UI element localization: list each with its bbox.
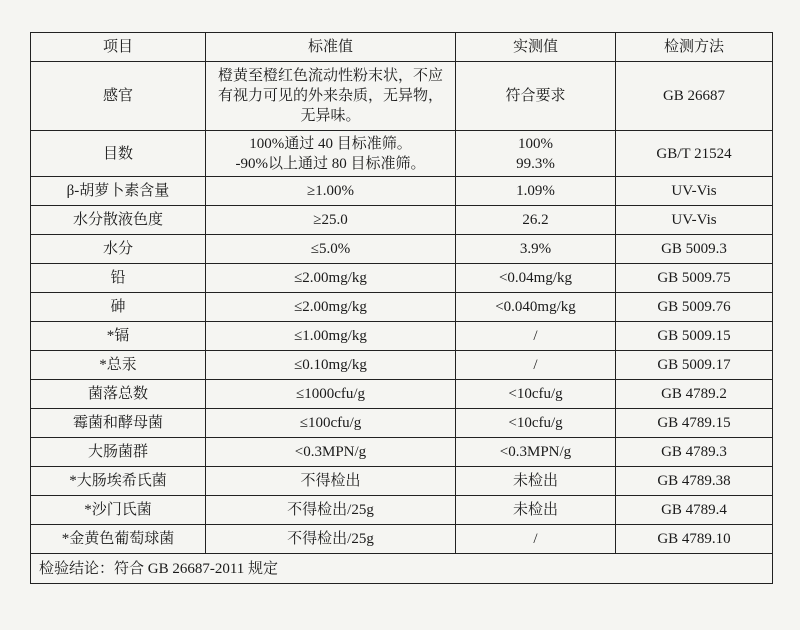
standard-line: 有视力可见的外来杂质，无异物， [217,88,443,104]
standard-line: 不得检出/25g [287,502,374,518]
standard-line: ≤2.00mg/kg [294,270,367,286]
cell-measured [456,131,616,177]
cell-method: GB 4789.3 [616,438,773,467]
standard-line: 橙黄至橙红色流动性粉末状，不应 [217,68,443,84]
cell-item: 水分 [31,235,206,264]
measured-line: <0.04mg/kg [498,270,573,286]
table-row [31,438,773,467]
cell-item: 砷 [31,293,206,322]
cell-measured [456,351,616,380]
cell-standard [206,206,456,235]
table-row [31,206,773,235]
header-standard: 标准值 [206,33,456,62]
measured-line: 符合要求 [505,88,566,104]
table-row [31,525,773,554]
cell-standard [206,322,456,351]
cell-item: 菌落总数 [31,380,206,409]
conclusion-row [31,554,773,584]
cell-standard [206,177,456,206]
standard-line: <0.3MPN/g [294,444,367,460]
standard-line: ≥25.0 [313,212,348,228]
cell-item: β-胡萝卜素含量 [31,177,206,206]
measured-line: <10cfu/g [508,415,563,431]
cell-standard [206,264,456,293]
cell-method: GB 4789.2 [616,380,773,409]
cell-measured [456,235,616,264]
standard-line: ≤1.00mg/kg [294,328,367,344]
cell-measured [456,380,616,409]
table-row [31,62,773,131]
cell-standard [206,131,456,177]
table-row [31,380,773,409]
cell-standard [206,496,456,525]
standard-line: -90%以上通过 80 目标准筛。 [235,155,426,172]
cell-item: *镉 [31,322,206,351]
cell-measured [456,264,616,293]
table-row [31,496,773,525]
standard-line: ≥1.00% [307,183,354,199]
cell-item: *沙门氏菌 [31,496,206,525]
measured-line: <10cfu/g [508,386,563,402]
cell-standard [206,351,456,380]
measured-line: 1.09% [516,183,555,199]
cell-standard [206,525,456,554]
cell-method: GB 4789.15 [616,409,773,438]
measured-line: 100% [518,135,553,152]
cell-method: GB 5009.15 [616,322,773,351]
cell-method: GB/T 21524 [616,131,773,177]
cell-standard [206,62,456,131]
header-method: 检测方法 [616,33,773,62]
cell-measured [456,322,616,351]
table-row [31,351,773,380]
cell-item: *金黄色葡萄球菌 [31,525,206,554]
standard-line: ≤100cfu/g [299,415,362,431]
cell-item: 目数 [31,131,206,177]
cell-method: GB 5009.76 [616,293,773,322]
standard-line: 无异味。 [300,108,361,124]
cell-item: 水分散液色度 [31,206,206,235]
cell-standard [206,293,456,322]
cell-measured [456,525,616,554]
measured-line: 未检出 [512,502,558,518]
cell-method: GB 4789.38 [616,467,773,496]
cell-measured [456,496,616,525]
cell-method: GB 4789.4 [616,496,773,525]
cell-method: UV-Vis [616,206,773,235]
standard-line: ≤1000cfu/g [295,386,366,402]
cell-standard [206,380,456,409]
cell-method: GB 5009.75 [616,264,773,293]
measured-line: <0.040mg/kg [495,299,576,315]
cell-standard [206,467,456,496]
measured-line: 未检出 [512,473,558,489]
table-header-row [31,33,773,62]
cell-measured [456,293,616,322]
test-report-table [30,32,773,584]
cell-measured [456,467,616,496]
measured-line: 99.3% [516,155,555,172]
measured-line: 26.2 [522,212,549,228]
standard-line: ≤2.00mg/kg [294,299,367,315]
header-item: 项目 [31,33,206,62]
cell-item: 感官 [31,62,206,131]
cell-standard [206,438,456,467]
conclusion-text: 检验结论：符合 GB 26687-2011 规定 [31,554,773,584]
cell-measured [456,177,616,206]
cell-measured [456,409,616,438]
header-measured: 实测值 [456,33,616,62]
measured-line: / [533,531,538,547]
measured-line: <0.3MPN/g [499,444,572,460]
standard-line: 不得检出/25g [287,531,374,547]
table-row [31,409,773,438]
cell-item: 铅 [31,264,206,293]
cell-item: *大肠埃希氏菌 [31,467,206,496]
table-row [31,235,773,264]
table-row [31,322,773,351]
cell-item: 霉菌和酵母菌 [31,409,206,438]
measured-line: / [533,328,538,344]
table-row [31,131,773,177]
cell-measured [456,62,616,131]
cell-method: GB 26687 [616,62,773,131]
measured-line: 3.9% [519,241,552,257]
standard-line: 不得检出 [300,473,361,489]
measured-line: / [533,357,538,373]
cell-standard [206,235,456,264]
cell-measured [456,438,616,467]
standard-line: ≤5.0% [310,241,351,257]
cell-method: GB 4789.10 [616,525,773,554]
cell-item: 大肠菌群 [31,438,206,467]
cell-item: *总汞 [31,351,206,380]
table-row [31,264,773,293]
cell-measured [456,206,616,235]
cell-method: GB 5009.3 [616,235,773,264]
standard-line: 100%通过 40 目标准筛。 [249,135,412,152]
table-row [31,293,773,322]
cell-method: UV-Vis [616,177,773,206]
table-row [31,467,773,496]
cell-method: GB 5009.17 [616,351,773,380]
table-body [31,62,773,554]
standard-line: ≤0.10mg/kg [294,357,367,373]
table-row [31,177,773,206]
cell-standard [206,409,456,438]
